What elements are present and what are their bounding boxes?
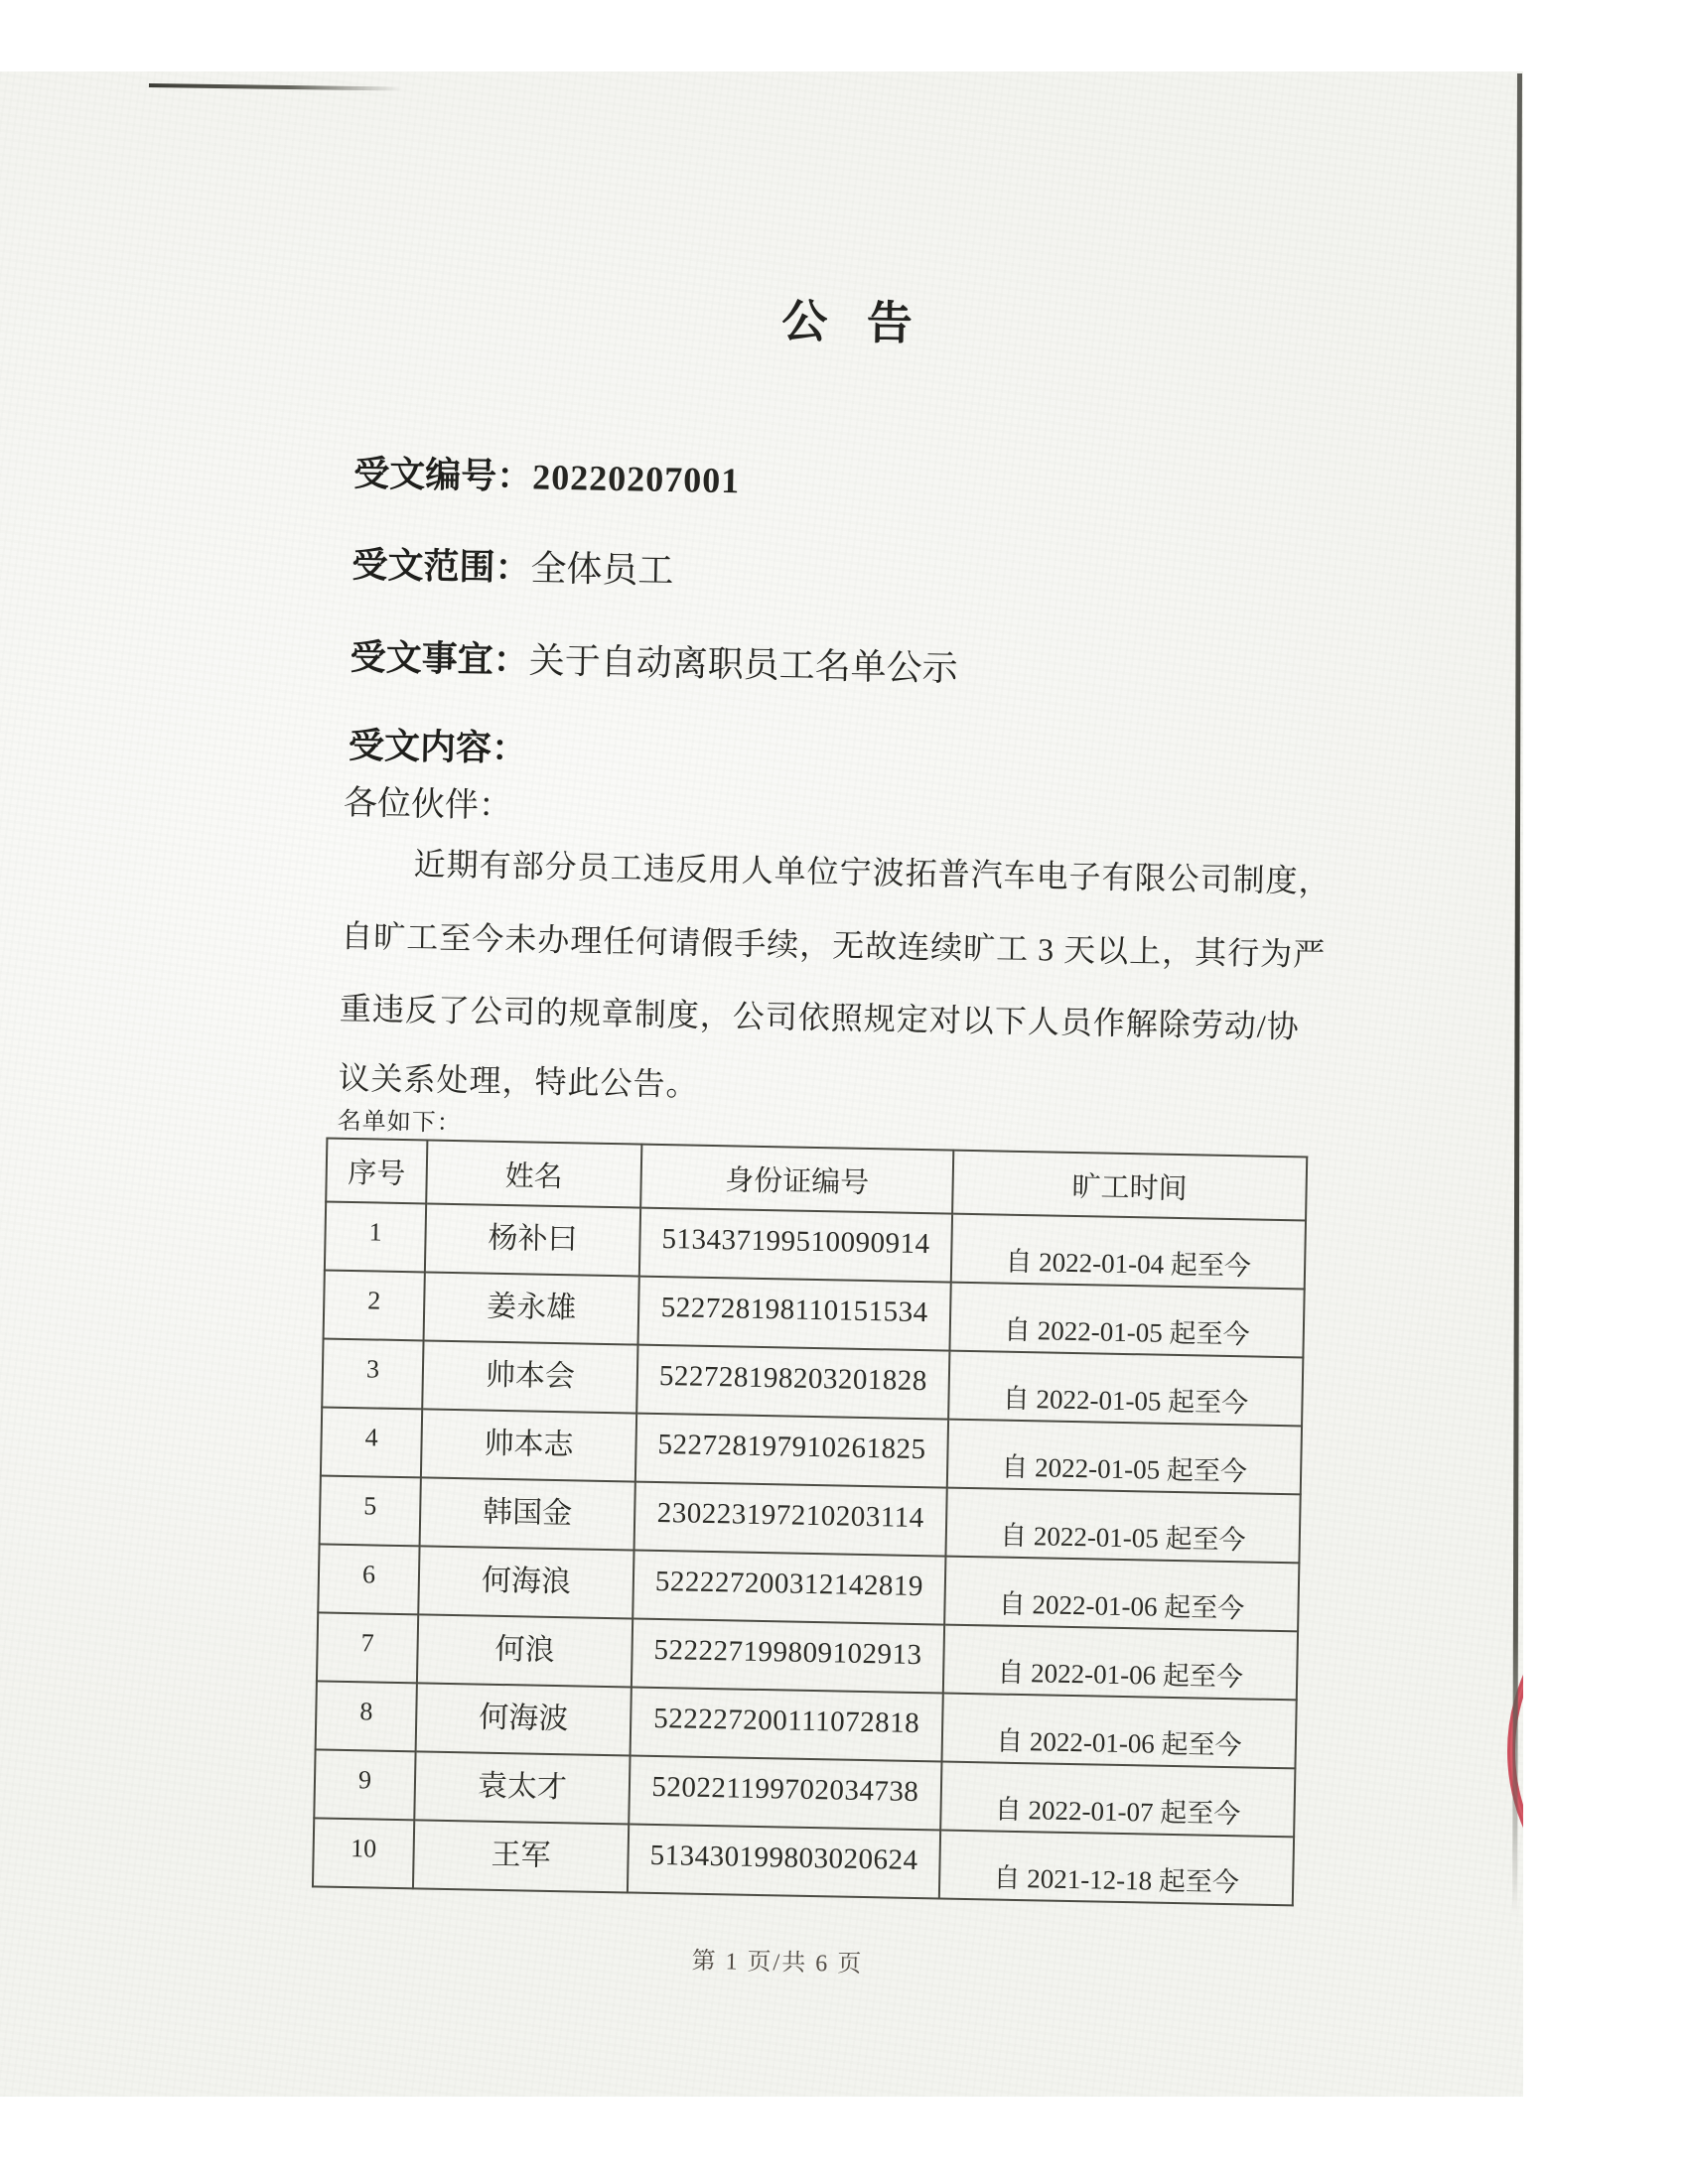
meta-row-subject: [350, 629, 958, 692]
cell-serial: 9: [314, 1749, 415, 1820]
cell-name: 王军: [413, 1820, 629, 1892]
cell-absence-period: 自 2022-01-06 起至今: [941, 1694, 1296, 1769]
cell-id-number: 522227200312142819: [633, 1551, 945, 1625]
table-header-id-number: 身份证编号: [640, 1145, 953, 1214]
table-header-absence-period: 旷工时间: [952, 1151, 1307, 1221]
meta-label: 受文范围：: [352, 544, 531, 589]
cell-name: 帅本志: [421, 1409, 636, 1481]
meta-label: 受文事宜：: [350, 636, 530, 681]
cell-absence-period: 自 2022-01-05 起至今: [945, 1488, 1300, 1564]
meta-label: 受文内容：: [348, 725, 528, 769]
cell-serial: 8: [316, 1681, 417, 1751]
cell-absence-period: 自 2022-01-05 起至今: [949, 1283, 1304, 1358]
paragraph-line: 重违反了公司的规章制度，公司依照规定对以下人员作解除劳动/协: [339, 990, 1301, 1045]
cell-id-number: 513437199510090914: [639, 1208, 952, 1283]
cell-serial: 1: [325, 1202, 426, 1273]
cell-serial: 10: [313, 1818, 414, 1888]
meta-value: 20220207001: [531, 457, 741, 501]
table-header-name: 姓名: [426, 1140, 641, 1207]
meta-row-doc-number: [353, 446, 741, 503]
cell-serial: 6: [318, 1544, 419, 1614]
cell-id-number: 522728198110151534: [637, 1277, 950, 1351]
document-content: [0, 71, 1523, 2097]
cell-id-number: 522227199809102913: [632, 1619, 944, 1694]
cell-absence-period: 自 2022-01-06 起至今: [943, 1625, 1298, 1701]
page-title: 公 告: [780, 296, 915, 349]
roster-table: [312, 1138, 1308, 1907]
cell-id-number: 522227200111072818: [631, 1688, 943, 1762]
cell-id-number: 522728198203201828: [636, 1345, 949, 1420]
cell-serial: 4: [321, 1407, 422, 1477]
cell-id-number: 513430199803020624: [628, 1824, 940, 1898]
cell-name: 姜永雄: [424, 1272, 639, 1344]
cell-name: 杨补曰: [425, 1203, 640, 1276]
page-footer: 第 1 页/共 6 页: [691, 1948, 864, 1979]
cell-absence-period: 自 2022-01-06 起至今: [944, 1557, 1299, 1632]
paragraph-line: 自旷工至今未办理任何请假手续，无故连续旷工 3 天以上，其行为严: [341, 917, 1327, 973]
document-page: [0, 71, 1523, 2097]
cell-id-number: 520221199702034738: [629, 1755, 941, 1830]
cell-absence-period: 自 2021-12-18 起至今: [939, 1831, 1294, 1906]
meta-label: 受文编号：: [352, 453, 533, 497]
cell-absence-period: 自 2022-01-07 起至今: [940, 1762, 1295, 1838]
list-note: 名单如下：: [337, 1108, 462, 1138]
cell-name: 何海浪: [418, 1546, 633, 1618]
cell-absence-period: 自 2022-01-04 起至今: [951, 1214, 1306, 1290]
salutation: 各位伙伴：: [343, 784, 513, 826]
cell-name: 何海波: [416, 1683, 632, 1755]
meta-row-content: [349, 718, 528, 771]
paragraph-line: 近期有部分员工违反用人单位宁波拓普汽车电子有限公司制度，: [413, 846, 1332, 899]
paragraph-line: 议关系处理，特此公告。: [338, 1059, 699, 1103]
cell-serial: 5: [320, 1475, 421, 1546]
cell-name: 袁太才: [414, 1751, 630, 1824]
cell-name: 韩国金: [420, 1477, 635, 1550]
cell-serial: 2: [324, 1270, 425, 1340]
cell-id-number: 522728197910261825: [635, 1414, 948, 1488]
cell-name: 何浪: [417, 1614, 633, 1687]
cell-serial: 7: [317, 1612, 418, 1683]
cell-absence-period: 自 2022-01-05 起至今: [948, 1351, 1303, 1427]
meta-row-scope: [352, 537, 674, 594]
meta-value: 全体员工: [530, 548, 674, 592]
cell-serial: 3: [322, 1338, 423, 1409]
table-header-serial: 序号: [326, 1139, 427, 1204]
cell-absence-period: 自 2022-01-05 起至今: [947, 1420, 1302, 1495]
cell-name: 帅本会: [422, 1340, 637, 1413]
cell-id-number: 230223197210203114: [634, 1482, 947, 1557]
meta-value: 关于自动离职员工名单公示: [528, 640, 959, 689]
